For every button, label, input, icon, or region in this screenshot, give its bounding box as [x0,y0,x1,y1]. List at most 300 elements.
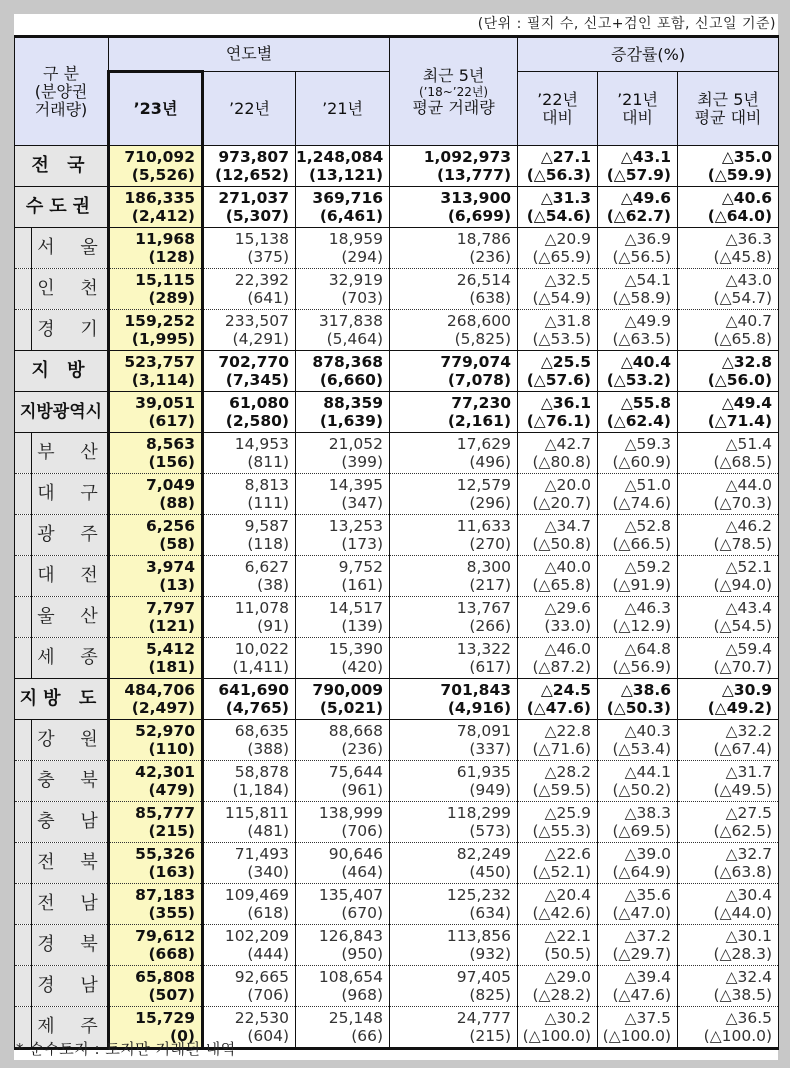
cell-vs21 [598,638,678,679]
cell-vs21 [598,761,678,802]
cell-y23 [109,228,203,269]
cell-vs21 [598,597,678,638]
value-pure-land: (118) [247,535,289,553]
cell-y22 [203,474,296,515]
value-pure-land: (703) [341,289,384,307]
value-total: △22.1 [544,927,592,945]
cell-y22 [203,884,296,925]
value-total: 118,299 [446,804,512,822]
value-total: △20.0 [544,476,592,494]
footnote: * 순수토지 : 토지만 거래된 내역 [16,1040,236,1058]
cell-y21 [296,1007,390,1049]
value-pure-land: (294) [341,248,384,266]
region-label-text: 충 북 [31,760,107,802]
value-pure-land: (2,580) [225,412,289,430]
value-pure-land: (△71.6) [532,740,592,758]
cell-y23 [109,556,203,597]
value-pure-land: (573) [469,822,512,840]
value-pure-land: (110) [148,740,195,758]
value-pure-land: (961) [341,781,384,799]
value-pure-land: (4,765) [225,699,289,717]
value-total: 126,843 [318,927,384,945]
value-total: 15,729 [135,1009,195,1027]
region-label-text: 인 천 [31,268,107,310]
cell-y23 [109,392,203,433]
table-row [15,392,779,433]
cell-y22 [203,433,296,474]
cell-y23 [109,679,203,720]
value-pure-land: (6,461) [319,207,384,225]
value-pure-land: (△65.8) [713,330,773,348]
value-pure-land: (△57.6) [526,371,592,389]
value-pure-land: (△50.8) [532,535,592,553]
value-pure-land: (296) [469,494,512,512]
value-pure-land: (706) [341,822,384,840]
value-total: 15,115 [135,271,195,289]
value-pure-land: (5,464) [326,330,384,348]
value-pure-land: (215) [148,822,195,840]
cell-y22 [203,761,296,802]
value-total: △38.6 [620,681,672,699]
value-pure-land: (1,995) [131,330,195,348]
header-vs-2021: ’21년 대비 [598,72,678,146]
value-total: 26,514 [456,271,512,289]
value-total: △31.3 [540,189,592,207]
value-pure-land: (△63.5) [612,330,672,348]
cell-avg5 [390,351,518,392]
cell-y22 [203,720,296,761]
value-total: △38.3 [624,804,672,822]
value-total: 108,654 [318,968,384,986]
cell-y22 [203,187,296,228]
cell-avg5 [390,802,518,843]
header-by-year: 연도별 [109,37,390,72]
value-total: 11,078 [234,599,289,617]
value-total: 61,080 [229,394,289,412]
value-pure-land: (337) [469,740,512,758]
value-total: △22.6 [544,845,592,863]
value-total: △44.1 [624,763,672,781]
cell-vs21 [598,310,678,351]
value-total: △46.3 [624,599,672,617]
value-total: 55,326 [135,845,195,863]
table-row [15,925,779,966]
cell-vs22 [518,638,598,679]
cell-vs22 [518,1007,598,1049]
value-total: 15,138 [234,230,289,248]
value-total: 313,900 [440,189,512,207]
header-year-2022: ’22년 [203,72,296,146]
value-total: 8,300 [466,558,512,576]
value-total: △49.4 [721,394,773,412]
cell-y21 [296,966,390,1007]
cell-vs22 [518,884,598,925]
cell-avg5 [390,843,518,884]
value-total: 125,232 [446,886,512,904]
value-pure-land: (△55.3) [532,822,592,840]
value-total: △35.0 [721,148,773,166]
cell-avg5 [390,515,518,556]
value-total: △52.8 [624,517,672,535]
cell-y23 [109,269,203,310]
value-pure-land: (△54.6) [526,207,592,225]
value-total: 90,646 [328,845,384,863]
region-label-text: 세 종 [31,637,107,679]
value-pure-land: (88) [159,494,195,512]
value-pure-land: (641) [247,289,289,307]
value-total: △25.9 [544,804,592,822]
value-total: 61,935 [456,763,512,781]
value-pure-land: (825) [469,986,512,1004]
cell-y21 [296,884,390,925]
region-label [15,310,109,351]
value-total: △39.0 [624,845,672,863]
region-label-text: 광 주 [31,514,107,556]
cell-y23 [109,310,203,351]
cell-vs22 [518,392,598,433]
value-pure-land: (181) [148,658,195,676]
cell-vsavg [678,802,779,843]
cell-y23 [109,146,203,187]
cell-y23 [109,884,203,925]
region-label: 지 방 [15,351,109,392]
value-total: 10,022 [234,640,289,658]
value-pure-land: (△62.7) [606,207,672,225]
value-pure-land: (△56.5) [612,248,672,266]
value-total: 97,405 [456,968,512,986]
value-pure-land: (△65.9) [532,248,592,266]
value-total: 8,563 [145,435,195,453]
value-pure-land: (5,307) [225,207,289,225]
value-pure-land: (△60.9) [612,453,672,471]
value-pure-land: (△71.4) [707,412,773,430]
value-pure-land: (△91.9) [612,576,672,594]
value-pure-land: (355) [148,904,195,922]
header-category: 구 분 (분양권 거래량) [15,37,109,146]
value-total: 68,635 [234,722,289,740]
cell-y22 [203,966,296,1007]
region-label [15,228,109,269]
cell-y22 [203,638,296,679]
cell-y21 [296,638,390,679]
value-total: △40.4 [620,353,672,371]
value-total: △51.4 [725,435,773,453]
cell-y23 [109,843,203,884]
cell-vs22 [518,925,598,966]
value-pure-land: (6,699) [447,207,512,225]
cell-vs22 [518,310,598,351]
cell-avg5 [390,761,518,802]
cell-vs22 [518,351,598,392]
value-pure-land: (156) [148,453,195,471]
value-total: 790,009 [312,681,384,699]
value-pure-land: (968) [341,986,384,1004]
value-pure-land: (△52.1) [532,863,592,881]
table-row [15,843,779,884]
value-pure-land: (215) [469,1027,512,1045]
value-pure-land: (△54.5) [713,617,773,635]
cell-avg5 [390,310,518,351]
cell-y23 [109,515,203,556]
region-label [15,925,109,966]
value-total: 878,368 [312,353,384,371]
cell-y23 [109,925,203,966]
cell-avg5 [390,884,518,925]
value-pure-land: (△68.5) [713,453,773,471]
region-label [15,761,109,802]
value-pure-land: (399) [341,453,384,471]
cell-y21 [296,433,390,474]
table-row [15,351,779,392]
value-total: 14,953 [234,435,289,453]
value-total: 641,690 [218,681,289,699]
value-pure-land: (670) [341,904,384,922]
cell-vsavg [678,679,779,720]
cell-vsavg [678,925,779,966]
value-pure-land: (163) [148,863,195,881]
cell-vs22 [518,228,598,269]
value-total: △32.8 [721,353,773,371]
value-pure-land: (△28.3) [713,945,773,963]
cell-vs21 [598,187,678,228]
cell-y22 [203,802,296,843]
value-total: 11,968 [135,230,195,248]
value-pure-land: (△53.5) [532,330,592,348]
value-total: 13,253 [328,517,384,535]
value-pure-land: (236) [341,740,384,758]
cell-vs21 [598,146,678,187]
region-label-text: 부 산 [31,432,107,474]
value-total: 523,757 [124,353,195,371]
value-pure-land: (△45.8) [713,248,773,266]
cell-vs21 [598,720,678,761]
cell-vs22 [518,474,598,515]
cell-y21 [296,269,390,310]
cell-y21 [296,925,390,966]
cell-avg5 [390,392,518,433]
cell-vs22 [518,966,598,1007]
cell-vs21 [598,679,678,720]
value-pure-land: (△62.5) [713,822,773,840]
cell-vsavg [678,556,779,597]
value-pure-land: (444) [247,945,289,963]
cell-y21 [296,843,390,884]
value-total: 113,856 [446,927,512,945]
value-pure-land: (△64.9) [612,863,672,881]
value-total: 14,517 [328,599,384,617]
region-label [15,638,109,679]
value-total: △22.8 [544,722,592,740]
value-total: △36.9 [624,230,672,248]
value-pure-land: (7,078) [447,371,512,389]
cell-y23 [109,638,203,679]
value-pure-land: (496) [469,453,512,471]
region-label: 지방 도 [15,679,109,720]
value-total: 77,230 [451,394,512,412]
cell-vsavg [678,638,779,679]
region-label-text: 충 남 [31,801,107,843]
region-label-text: 경 기 [31,309,107,351]
value-total: 85,777 [135,804,195,822]
cell-vsavg [678,843,779,884]
cell-vsavg [678,884,779,925]
value-total: △46.2 [725,517,773,535]
value-total: △32.5 [544,271,592,289]
cell-vs22 [518,679,598,720]
value-total: △29.6 [544,599,592,617]
cell-vs21 [598,925,678,966]
value-pure-land: (2,497) [131,699,195,717]
value-total: 82,249 [456,845,512,863]
cell-y23 [109,966,203,1007]
value-pure-land: (236) [469,248,512,266]
value-total: 9,587 [244,517,289,535]
value-total: 87,183 [135,886,195,904]
value-total: 233,507 [224,312,289,330]
value-total: 88,359 [323,394,384,412]
cell-vs21 [598,1007,678,1049]
value-total: 15,390 [328,640,384,658]
table-row [15,187,779,228]
value-pure-land: (375) [247,248,289,266]
value-total: 14,395 [328,476,384,494]
value-total: △59.4 [725,640,773,658]
value-total: 6,256 [145,517,195,535]
table-row [15,146,779,187]
cell-vs21 [598,884,678,925]
cell-avg5 [390,433,518,474]
value-total: △32.4 [725,968,773,986]
value-total: 18,786 [456,230,512,248]
table-row [15,802,779,843]
cell-y23 [109,187,203,228]
cell-y22 [203,228,296,269]
region-label [15,556,109,597]
value-total: 317,838 [318,312,384,330]
cell-vs21 [598,228,678,269]
value-total: △40.7 [725,312,773,330]
value-total: 75,644 [328,763,384,781]
value-pure-land: (△12.9) [612,617,672,635]
value-total: △59.3 [624,435,672,453]
value-pure-land: (121) [148,617,195,635]
cell-vs22 [518,597,598,638]
cell-y22 [203,392,296,433]
value-total: 7,049 [145,476,195,494]
value-pure-land: (270) [469,535,512,553]
region-label-text: 강 원 [31,719,107,761]
value-pure-land: (△80.8) [532,453,592,471]
value-pure-land: (△87.2) [532,658,592,676]
cell-y23 [109,720,203,761]
region-label: 수도권 [15,187,109,228]
value-pure-land: (△56.0) [707,371,773,389]
value-pure-land: (△70.7) [713,658,773,676]
cell-vs22 [518,761,598,802]
table-row [15,761,779,802]
value-total: △44.0 [725,476,773,494]
value-pure-land: (△53.4) [612,740,672,758]
value-total: △37.2 [624,927,672,945]
value-pure-land: (△57.9) [606,166,672,184]
cell-vsavg [678,433,779,474]
cell-avg5 [390,720,518,761]
region-label-text: 울 산 [31,596,107,638]
value-pure-land: (139) [341,617,384,635]
region-label-text: 경 북 [31,924,107,966]
value-total: △52.1 [725,558,773,576]
table-row [15,433,779,474]
cell-avg5 [390,187,518,228]
cell-y21 [296,146,390,187]
cell-vsavg [678,474,779,515]
value-pure-land: (604) [247,1027,289,1045]
value-pure-land: (△59.9) [707,166,773,184]
value-pure-land: (5,825) [454,330,512,348]
cell-y22 [203,679,296,720]
value-total: 369,716 [312,189,384,207]
value-pure-land: (13,777) [437,166,512,184]
value-total: 710,092 [124,148,195,166]
value-pure-land: (△76.1) [526,412,592,430]
table-row [15,884,779,925]
header-year-2021: ’21년 [296,72,390,146]
cell-y21 [296,392,390,433]
region-label [15,474,109,515]
value-total: 39,051 [135,394,195,412]
value-pure-land: (5,526) [131,166,195,184]
value-pure-land: (12,652) [215,166,289,184]
value-total: △43.1 [620,148,672,166]
value-total: 79,612 [135,927,195,945]
value-total: △59.2 [624,558,672,576]
table-row [15,269,779,310]
value-pure-land: (617) [469,658,512,676]
value-total: △51.0 [624,476,672,494]
value-pure-land: (161) [341,576,384,594]
value-pure-land: (6,660) [319,371,384,389]
value-total: 65,808 [135,968,195,986]
cell-y23 [109,597,203,638]
cell-vsavg [678,228,779,269]
value-total: △36.5 [725,1009,773,1027]
table-row [15,515,779,556]
value-total: 32,919 [328,271,384,289]
value-pure-land: (△100.0) [522,1027,592,1045]
value-total: 6,627 [244,558,289,576]
unit-note: (단위 : 필지 수, 신고+검인 포함, 신고일 기준) [477,16,776,32]
value-total: 1,248,084 [296,148,384,166]
region-label [15,966,109,1007]
region-label [15,433,109,474]
cell-y23 [109,761,203,802]
cell-vsavg [678,1007,779,1049]
value-total: 22,530 [234,1009,289,1027]
value-pure-land: (638) [469,289,512,307]
table-row [15,638,779,679]
table-row [15,556,779,597]
cell-y23 [109,433,203,474]
cell-y22 [203,269,296,310]
value-total: 702,770 [218,353,289,371]
cell-avg5 [390,925,518,966]
table-row [15,966,779,1007]
value-total: 779,074 [440,353,512,371]
value-total: 3,974 [145,558,195,576]
value-pure-land: (33.0) [544,617,592,635]
value-total: △35.6 [624,886,672,904]
cell-vsavg [678,269,779,310]
